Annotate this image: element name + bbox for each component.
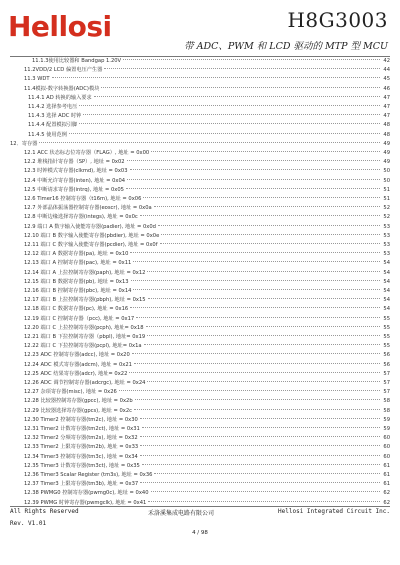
toc-leader-dots [147, 335, 380, 336]
toc-leader-dots [140, 482, 380, 483]
toc-leader-dots [146, 326, 380, 327]
toc-entry[interactable] [24, 259, 390, 269]
toc-entry[interactable] [24, 232, 390, 242]
toc-leader-dots [104, 68, 380, 69]
toc-leader-dots [140, 436, 380, 437]
toc-entry-page: 49 [383, 159, 390, 166]
toc-entry-label: 12．寄存器 [10, 140, 38, 147]
toc-leader-dots [154, 206, 380, 207]
toc-entry-page: 55 [383, 334, 390, 340]
toc-entry-label: 12.37 Timer3 上限寄存器(tm3b), 地址 = 0x37 [24, 481, 139, 488]
toc-entry[interactable] [24, 213, 390, 223]
toc-entry-page: 61 [383, 472, 390, 478]
toc-entry-page: 42 [383, 58, 390, 64]
toc-entry-label: 12.32 Timer2 分频寄存器(tm2s), 地址 = 0x32 [24, 435, 138, 442]
toc-leader-dots [79, 123, 380, 124]
toc-entry-label: 12.31 Timer2 计数寄存器(tm2ct), 地址 = 0x31 [24, 426, 140, 432]
toc-entry-label: 12.29 比较器选择寄存器(gpcs), 地址 = 0x2c [24, 407, 133, 414]
toc-leader-dots [83, 114, 380, 115]
footer-company-en: Hellosi Integrated Circuit Inc. [278, 508, 390, 515]
toc-leader-dots [140, 445, 380, 446]
toc-entry[interactable] [24, 287, 390, 297]
toc-entry-page: 49 [383, 150, 390, 156]
toc-entry-page: 62 [383, 499, 390, 506]
toc-leader-dots [147, 381, 380, 382]
toc-entry-page: 55 [383, 315, 390, 322]
toc-entry-page: 60 [383, 444, 390, 451]
toc-entry-label: 11.4.5 使用范例 [28, 131, 67, 138]
toc-entry[interactable] [24, 471, 390, 481]
toc-entry-label: 12.6 Timer16 控制寄存器（t16m), 地址 = 0x06 [24, 196, 142, 202]
toc-entry[interactable] [24, 85, 390, 95]
page-number: 4 / 98 [192, 530, 208, 536]
toc-entry[interactable] [24, 453, 390, 463]
toc-entry-label: 12.13 端口 A 控制寄存器(pac), 地址 = 0x11 [24, 260, 132, 267]
toc-leader-dots [52, 77, 381, 78]
toc-leader-dots [135, 399, 380, 400]
toc-entry[interactable] [28, 103, 390, 113]
toc-entry[interactable] [10, 140, 390, 150]
toc-entry-page: 46 [383, 85, 390, 92]
toc-leader-dots [151, 491, 380, 492]
toc-entry[interactable] [24, 223, 390, 233]
toc-entry[interactable] [28, 131, 390, 141]
hellosi-logo: Hellosi [8, 10, 112, 43]
toc-entry-page: 62 [383, 490, 390, 497]
toc-entry[interactable] [24, 177, 390, 187]
toc-entry[interactable] [24, 416, 390, 426]
toc-leader-dots [69, 133, 380, 134]
toc-entry[interactable] [24, 75, 390, 85]
toc-entry-label: 12.35 Timer3 计数寄存器(tm3ct), 地址 = 0x35 [24, 462, 140, 469]
toc-entry-label: 12.12 端口 A 数据寄存器(pa), 地址 = 0x10 [24, 251, 129, 258]
toc-entry-page: 57 [383, 389, 390, 396]
toc-entry-page: 52 [383, 214, 390, 221]
toc-entry-label: 11.4模拟-数字转换器(ADC)模块 [24, 85, 100, 92]
toc-leader-dots [142, 427, 380, 428]
toc-entry-page: 52 [383, 205, 390, 212]
toc-entry-page: 50 [383, 168, 390, 175]
toc-entry-page: 56 [383, 361, 390, 368]
toc-entry[interactable] [24, 370, 390, 380]
toc-entry-label: 12.20 端口 C 上拉控制寄存器(pcph), 地址= 0x18 [24, 324, 144, 331]
toc-entry-page: 54 [383, 278, 390, 285]
page-header [0, 0, 400, 58]
toc-entry-page: 47 [383, 94, 390, 101]
toc-leader-dots [129, 372, 380, 373]
toc-entry-label: 12.28 比较器控制寄存器(gpcc), 地址 = 0x2b [24, 398, 133, 405]
toc-entry[interactable] [24, 315, 390, 325]
toc-leader-dots [148, 501, 380, 502]
toc-leader-dots [123, 59, 380, 60]
toc-entry[interactable] [28, 121, 390, 131]
toc-entry-page: 47 [383, 104, 390, 110]
toc-leader-dots [154, 473, 380, 474]
toc-entry-label: 12.14 端口 A 上拉控制寄存器(paph), 地址 = 0x12 [24, 269, 146, 276]
toc-entry[interactable] [24, 186, 390, 196]
toc-entry-label: 12.39 PWMG 时钟寄存器(pwmgclk), 地址 = 0x41 [24, 499, 147, 506]
toc-entry-page: 53 [383, 242, 390, 248]
toc-leader-dots [134, 409, 380, 410]
toc-leader-dots [151, 151, 380, 152]
toc-entry-label: 12.22 端口 C 下拉控制寄存器(pcpl), 地址= 0x1a [24, 343, 142, 350]
chip-model: H8G3003 [287, 8, 388, 32]
toc-entry-page: 49 [383, 140, 390, 147]
toc-entry-page: 54 [383, 288, 390, 294]
toc-leader-dots [79, 105, 380, 106]
toc-entry[interactable] [24, 195, 390, 205]
toc-entry[interactable] [24, 462, 390, 472]
toc-entry[interactable] [24, 305, 390, 315]
toc-entry-label: 11.1.3使用比较器和 Bandgap 1.20V [32, 58, 122, 64]
toc-entry[interactable] [24, 167, 390, 177]
toc-entry-label: 12.18 端口 C 数据寄存器(pc), 地址 = 0x16 [24, 306, 129, 313]
toc-entry-page: 61 [383, 462, 390, 469]
toc-entry-label: 12.10 端口 B 数字输入使能寄存器(pbdier), 地址 = 0x0e [24, 232, 160, 239]
toc-leader-dots [119, 390, 380, 391]
toc-entry-label: 12.26 ADC 调节控制寄存器(adcrgc), 地址 = 0x24 [24, 380, 146, 386]
toc-entry[interactable] [24, 480, 390, 490]
toc-entry-label: 12.19 端口 C 控制寄存器（pcc), 地址 = 0x17 [24, 315, 135, 322]
toc-entry-label: 12.2 堆栈指针寄存器（SP）, 地址 = 0x02 [24, 159, 125, 166]
toc-entry-label: 12.5 中断请求寄存器(intrq), 地址 = 0x05 [24, 186, 124, 193]
toc-leader-dots [133, 261, 380, 262]
toc-entry-page: 53 [383, 251, 390, 258]
toc-entry[interactable] [24, 425, 390, 435]
document-subtitle: 带 ADC、PWM 和 LCD 驱动的 MTP 型 MCU [184, 41, 388, 52]
toc-leader-dots [127, 160, 380, 161]
toc-entry-page: 55 [383, 343, 390, 350]
toc-entry-label: 12.16 端口 B 控制寄存器(pbc), 地址 = 0x14 [24, 288, 132, 294]
toc-entry-page: 61 [383, 481, 390, 488]
toc-leader-dots [130, 169, 381, 170]
toc-entry-page: 55 [383, 324, 390, 331]
toc-entry[interactable] [24, 388, 390, 398]
toc-entry-page: 57 [383, 380, 390, 386]
toc-entry-label: 12.24 ADC 模式寄存器(adcm), 地址 = 0x21 [24, 361, 132, 368]
toc-leader-dots [101, 87, 380, 88]
toc-entry-label: 12.15 端口 B 数据寄存器(pb), 地址 = 0x13 [24, 278, 129, 285]
toc-entry[interactable] [24, 250, 390, 260]
toc-entry-page: 59 [383, 416, 390, 423]
toc-entry-page: 47 [383, 113, 390, 120]
toc-entry-page: 60 [383, 435, 390, 442]
footer-company-cn: 禾洛溪集成电路有限公司 [148, 510, 215, 517]
toc-leader-dots [39, 142, 380, 143]
toc-entry-page: 58 [383, 398, 390, 405]
toc-leader-dots [130, 252, 380, 253]
toc-entry[interactable] [24, 333, 390, 343]
toc-entry-page: 51 [383, 186, 390, 193]
toc-leader-dots [133, 289, 380, 290]
footer-divider [10, 506, 390, 507]
toc-entry-page: 48 [383, 122, 390, 129]
toc-leader-dots [148, 298, 380, 299]
toc-entry[interactable] [24, 434, 390, 444]
toc-entry-label: 12.3 时钟模式寄存器(clkmd), 地址 = 0x03 [24, 168, 128, 175]
toc-entry-label: 12.11 端口 C 数字输入使能寄存器(pcdier), 地址 = 0x0f [24, 242, 158, 248]
toc-entry-page: 44 [383, 67, 390, 74]
toc-entry-page: 54 [383, 306, 390, 313]
toc-leader-dots [132, 353, 380, 354]
toc-entry[interactable] [24, 278, 390, 288]
toc-entry-label: 12.36 Timer3 Scalar Register (tm3s), 地址 = 0x36 [24, 472, 153, 478]
toc-entry-page: 51 [383, 196, 390, 202]
toc-entry-label: 12.23 ADC 控制寄存器(adcc), 地址 = 0x20 [24, 352, 130, 359]
toc-entry-label: 12.34 Timer3 控制寄存器(tm3c), 地址 = 0x34 [24, 453, 138, 460]
toc-leader-dots [131, 280, 380, 281]
toc-entry[interactable] [24, 149, 390, 159]
toc-entry-page: 50 [383, 177, 390, 184]
toc-leader-dots [94, 96, 380, 97]
toc-leader-dots [127, 179, 380, 180]
footer-rights: All Rights Reserved [10, 508, 79, 515]
toc-entry[interactable] [28, 112, 390, 122]
toc-entry-label: 12.4 中断允许寄存器(inten), 地址 = 0x04 [24, 177, 126, 184]
toc-leader-dots [130, 307, 380, 308]
toc-entry[interactable] [24, 351, 390, 361]
toc-entry-label: 12.30 Timer2 控制寄存器(tm2c), 地址 = 0x30 [24, 416, 138, 423]
toc-entry[interactable] [24, 269, 390, 279]
toc-entry-label: 12.17 端口 B 上拉控制寄存器(pbph), 地址 = 0x15 [24, 297, 146, 304]
toc-entry[interactable] [24, 397, 390, 407]
toc-leader-dots [126, 188, 380, 189]
toc-entry-label: 12.33 Timer2 上限寄存器(tm2b), 地址 = 0x33 [24, 444, 139, 451]
toc-leader-dots [140, 455, 380, 456]
toc-entry[interactable] [24, 489, 390, 499]
toc-entry[interactable] [24, 379, 390, 389]
toc-entry-label: 11.4.3 选择 ADC 时钟 [28, 113, 82, 120]
toc-entry-page: 54 [383, 269, 390, 276]
toc-entry[interactable] [24, 158, 390, 168]
toc-leader-dots [136, 317, 380, 318]
toc-entry-page: 45 [383, 76, 390, 83]
toc-entry-label: 12.7 外部晶体振荡器控制寄存器(eoscr), 地址 = 0x0a [24, 205, 152, 212]
footer-revision: Rev. V1.01 [10, 520, 47, 527]
toc-entry-label: 12.1 ACC 状态标志位寄存器（FLAG）, 地址 = 0x00 [24, 150, 150, 156]
toc-leader-dots [143, 197, 380, 198]
toc-entry[interactable] [32, 57, 390, 67]
toc-entry-page: 60 [383, 453, 390, 460]
toc-entry-page: 58 [383, 407, 390, 414]
toc-entry-label: 12.38 PWMG0 控制寄存器(pwmg0c), 地址 = 0x40 [24, 490, 149, 497]
toc-entry[interactable] [24, 324, 390, 334]
toc-entry-page: 54 [383, 260, 390, 267]
toc-entry-label: 11.4.2 选择参考电压 [28, 104, 78, 110]
toc-leader-dots [158, 225, 380, 226]
toc-entry-page: 57 [383, 370, 390, 377]
toc-entry-label: 11.3 WDT [24, 76, 50, 83]
toc-entry-label: 11.4.4 配置模拟引脚 [28, 122, 78, 129]
toc-entry-label: 12.27 杂项寄存器(misc), 地址 = 0x26 [24, 389, 117, 396]
toc-entry[interactable] [24, 66, 390, 76]
toc-entry-page: 53 [383, 223, 390, 230]
toc-entry-label: 11.4.1 AD 转换的输入要求 [28, 94, 92, 101]
toc-entry[interactable] [24, 342, 390, 352]
toc-leader-dots [134, 363, 380, 364]
toc-entry-label: 12.25 ADC 结果寄存器(adcr), 地址= 0x22 [24, 370, 128, 377]
toc-entry-page: 56 [383, 352, 390, 359]
toc-leader-dots [142, 464, 380, 465]
toc-leader-dots [140, 418, 380, 419]
toc-entry-label: 12.9 端口 A 数字输入使能寄存器(padier), 地址 = 0x0d [24, 223, 156, 230]
toc-leader-dots [160, 243, 380, 244]
toc-leader-dots [161, 234, 380, 235]
toc-entry-label: 12.21 端口 B 下拉控制寄存器（pbpl), 地址= 0x19 [24, 334, 146, 340]
toc-entry-page: 54 [383, 297, 390, 304]
toc-entry-page: 48 [383, 131, 390, 138]
toc-entry[interactable] [24, 241, 390, 251]
toc-leader-dots [140, 215, 380, 216]
toc-leader-dots [144, 344, 380, 345]
toc-entry[interactable] [24, 296, 390, 306]
toc-entry[interactable] [24, 443, 390, 453]
toc-entry-label: 12.8 中断边缘选择寄存器(integs), 地址 = 0x0c [24, 214, 138, 221]
toc-entry-page: 53 [383, 232, 390, 239]
toc-leader-dots [147, 271, 380, 272]
toc-entry-label: 11.2VDD/2 LCD 偏置电压产生器 [24, 67, 103, 74]
toc-entry-page: 59 [383, 426, 390, 432]
toc-entry[interactable] [24, 204, 390, 214]
toc-entry[interactable] [24, 407, 390, 417]
toc-entry[interactable] [24, 361, 390, 371]
toc-entry[interactable] [28, 94, 390, 104]
